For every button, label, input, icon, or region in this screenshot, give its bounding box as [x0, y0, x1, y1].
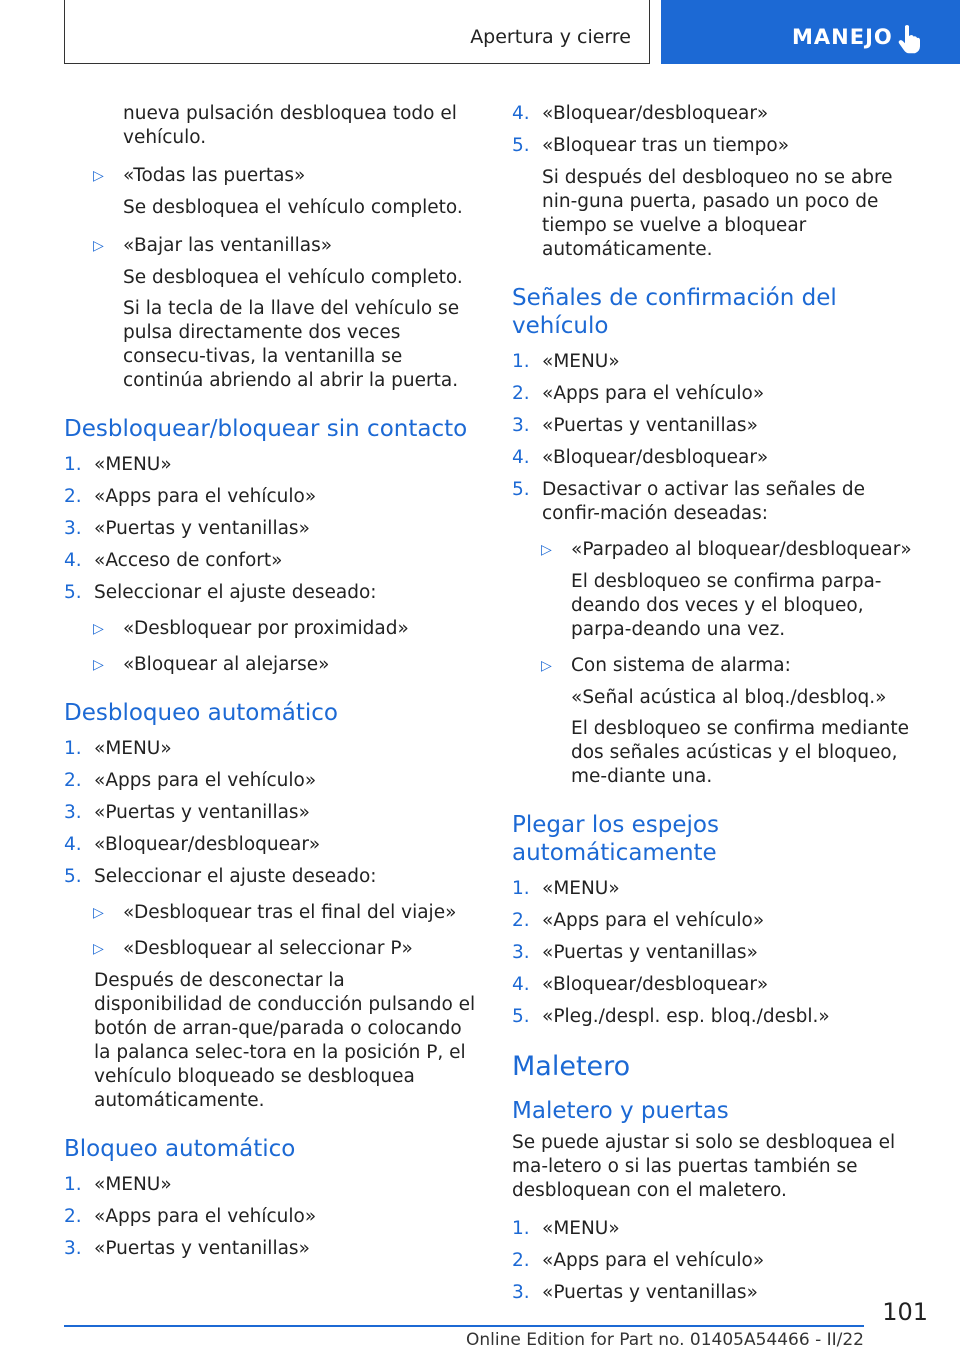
list-item: 4. «Bloquear/desbloquear»	[512, 974, 769, 995]
list-item: 3. «Puertas y ventanillas»	[512, 942, 758, 963]
list-item: 1. «MENU»	[64, 1174, 172, 1195]
heading-senales: Señales de confirmación del vehículo	[512, 285, 837, 339]
triangle-bullet-icon: ▷	[93, 657, 104, 673]
list-item: 3. «Puertas y ventanillas»	[64, 518, 310, 539]
bullet-desc: El desbloqueo se confirma parpa-deando dos veces y el bloqueo, parpa-deando una vez.	[571, 571, 882, 640]
list-item: 2. «Apps para el vehículo»	[512, 383, 765, 404]
bullet-desc: El desbloqueo se confirma mediante dos señales acústicas y el bloqueo, me-diante una.	[571, 718, 909, 787]
left-column	[64, 102, 479, 1269]
triangle-bullet-icon: ▷	[541, 542, 552, 558]
heading-desbloqueo-automatico: Desbloqueo automático	[64, 700, 339, 726]
list-item	[64, 164, 479, 188]
list-item: 2. «Apps para el vehículo»	[512, 1250, 765, 1271]
heading-sin-contacto: Desbloquear/bloquear sin contacto	[64, 416, 468, 442]
list-item: 4. «Bloquear/desbloquear»	[64, 834, 321, 855]
heading-espejos: Plegar los espejos automáticamente	[512, 812, 719, 866]
page-number: 101	[882, 1298, 928, 1326]
triangle-bullet-icon: ▷	[541, 658, 552, 674]
list-item: ▷ «Bloquear al alejarse»	[64, 653, 479, 677]
list-item: ▷ «Desbloquear por proximidad»	[64, 617, 479, 641]
list-item: 2. «Apps para el vehículo»	[512, 910, 765, 931]
list-item: 4. «Bloquear/desbloquear»	[512, 447, 769, 468]
bullet-sub: «Señal acústica al bloq./desbloq.»	[571, 687, 887, 708]
triangle-bullet-icon: ▷	[93, 168, 104, 184]
list-item: 4. «Acceso de confort»	[64, 550, 283, 571]
list-item: 5. «Pleg./despl. esp. bloq./desbl.»	[512, 1006, 830, 1027]
header-chapter-tab[interactable]	[661, 0, 960, 64]
list-item: 2. «Apps para el vehículo»	[64, 770, 317, 791]
heading-maletero: Maletero	[512, 1051, 631, 1082]
heading-maletero-puertas: Maletero y puertas	[512, 1098, 729, 1124]
triangle-bullet-icon: ▷	[93, 905, 104, 921]
list-item: 3. «Puertas y ventanillas»	[512, 415, 758, 436]
triangle-bullet-icon: ▷	[93, 621, 104, 637]
list-item: ▷ Con sistema de alarma:	[512, 654, 927, 678]
list-item: 5. «Bloquear tras un tiempo»	[512, 135, 790, 156]
bullet-desc: Se desbloquea el vehículo completo.	[123, 267, 463, 288]
triangle-bullet-icon: ▷	[93, 238, 104, 254]
list-item: 5. Desactivar o activar las señales de confir-mación deseadas:	[512, 479, 866, 524]
heading-bloqueo-automatico: Bloqueo automático	[64, 1136, 296, 1162]
note-text: Si después del desbloqueo no se abre nin-guna puerta, pasado un poco de tiempo se vuelve a bloquear automáticamente.	[542, 167, 893, 260]
list-item: 1. «MENU»	[512, 878, 620, 899]
list-item: 2. «Apps para el vehículo»	[64, 486, 317, 507]
list-item: 1. «MENU»	[512, 351, 620, 372]
section-title: Apertura y cierre	[470, 26, 631, 48]
list-item: 5. Seleccionar el ajuste deseado:	[64, 866, 377, 887]
bullet-desc: Se desbloquea el vehículo completo.	[123, 197, 463, 218]
triangle-bullet-icon: ▷	[93, 941, 104, 957]
list-item: 1. «MENU»	[512, 1218, 620, 1239]
list-item	[64, 234, 479, 258]
list-item: ▷ «Desbloquear tras el final del viaje»	[64, 901, 479, 925]
header-section-box	[64, 0, 650, 64]
section-desc: Se puede ajustar si solo se desbloquea el ma-letero o si las puertas también se desbloquean con el maletero.	[512, 1132, 896, 1201]
list-item: 2. «Apps para el vehículo»	[64, 1206, 317, 1227]
bullet-text: «Todas las puertas»	[123, 165, 306, 186]
list-item: 5. Seleccionar el ajuste deseado:	[64, 582, 377, 603]
note-text: Después de desconectar la disponibilidad de conducción pulsando el botón de arran-que/parada o colocando la palanca selec-tora en la posición P, el vehículo bloqueado se desbloquea automáticamente.	[94, 970, 476, 1111]
bullet-text: «Bajar las ventanillas»	[123, 235, 333, 256]
list-item: 1. «MENU»	[64, 738, 172, 759]
intro-text: nueva pulsación desbloquea todo el vehículo.	[123, 103, 457, 148]
footer-edition: Online Edition for Part no. 01405A54466 - II/22	[465, 1330, 864, 1350]
list-item: ▷ «Desbloquear al seleccionar P»	[64, 937, 479, 961]
bullet-desc: Si la tecla de la llave del vehículo se pulsa directamente dos veces consecu-tivas, la ventanilla se continúa abriendo al abrir la puerta.	[123, 298, 460, 391]
list-item: 3. «Puertas y ventanillas»	[64, 802, 310, 823]
right-column	[512, 102, 927, 1313]
list-item: 4. «Bloquear/desbloquear»	[512, 103, 769, 124]
hand-pointer-icon	[897, 24, 921, 54]
list-item: 3. «Puertas y ventanillas»	[64, 1238, 310, 1259]
list-item: 3. «Puertas y ventanillas»	[512, 1282, 758, 1303]
list-item: 1. «MENU»	[64, 454, 172, 475]
footer-divider	[64, 1325, 864, 1327]
list-item: ▷ «Parpadeo al bloquear/desbloquear»	[512, 538, 927, 562]
chapter-title: MANEJO	[792, 25, 893, 49]
